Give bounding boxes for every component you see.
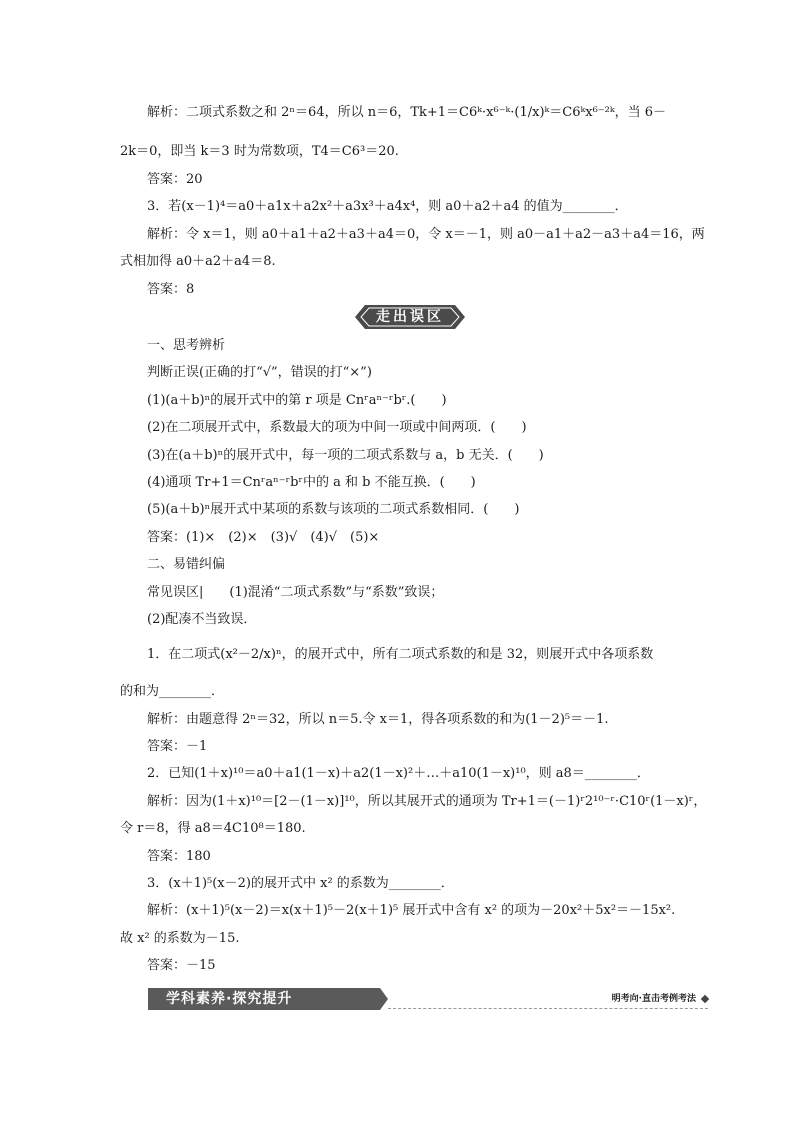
section-banner — [355, 305, 465, 329]
text-line: 3．(x＋1)⁵(x－2)的展开式中 x² 的系数为________． — [147, 876, 454, 891]
text-line: 答案：180 — [147, 849, 211, 864]
text-line: 解析：二项式系数之和 2ⁿ＝64，所以 n＝6，Tk+1＝C6ᵏ·x⁶⁻ᵏ·(1/x)ᵏ＝C6ᵏx⁶⁻²ᵏ，当 6－ — [147, 105, 667, 120]
text-line: 判断正误(正确的打“√”，错误的打“×”) — [147, 365, 372, 380]
text-line: 解析：由题意得 2ⁿ＝32，所以 n＝5.令 x＝1，得各项系数的和为(1－2)⁵＝－1. — [147, 712, 609, 727]
footer-right-label — [612, 991, 708, 1004]
text-line: (3)在(a＋b)ⁿ的展开式中，每一项的二项式系数与 a，b 无关．( ) — [147, 448, 544, 463]
footer-right-text: 明考向·直击考例考法 — [611, 994, 696, 1004]
text-line: 式相加得 a0＋a2＋a4＝8. — [120, 254, 276, 269]
footer-divider — [388, 1008, 708, 1009]
text-line: 答案：(1)× (2)× (3)√ (4)√ (5)× — [147, 530, 380, 545]
footer-left-title: 学科素养·探究提升 — [166, 991, 293, 1007]
footer-bar — [148, 988, 708, 1012]
text-line: 2．已知(1＋x)¹⁰＝a0＋a1(1－x)＋a2(1－x)²＋…＋a10(1－x)¹⁰，则 a8＝________． — [147, 766, 650, 781]
text-line: 故 x² 的系数为－15. — [120, 931, 240, 946]
banner-title: 走出误区 — [376, 309, 444, 325]
text-line: 解析：因为(1＋x)¹⁰＝[2－(1－x)]¹⁰，所以其展开式的通项为 Tr+1＝(－1)ʳ2¹⁰⁻ʳ·C10ʳ(1－x)ʳ， — [147, 794, 707, 809]
text-line: (1)(a＋b)ⁿ的展开式中的第 r 项是 Cnʳaⁿ⁻ʳbʳ.( ) — [147, 393, 447, 408]
text-line: 的和为________． — [120, 684, 225, 699]
text-line: (5)(a＋b)ⁿ展开式中某项的系数与该项的二项式系数相同．( ) — [147, 502, 520, 517]
text-line: 答案：－1 — [147, 739, 208, 754]
text-line: 解析：令 x＝1，则 a0＋a1＋a2＋a3＋a4＝0，令 x＝－1，则 a0－a1＋a2－a3＋a4＝16，两 — [147, 227, 705, 242]
text-line: 答案：－15 — [147, 958, 216, 973]
text-line: 令 r＝8，得 a8＝4C10⁸＝180. — [120, 821, 306, 836]
text-line: 一、思考辨析 — [147, 338, 226, 353]
diamond-icon — [701, 994, 709, 1002]
text-line: 答案：20 — [147, 172, 203, 187]
text-line: 2k＝0，即当 k＝3 时为常数项，T4＝C6³＝20. — [120, 144, 399, 159]
text-line: (4)通项 Tr+1＝Cnʳaⁿ⁻ʳbʳ中的 a 和 b 不能互换．( ) — [147, 475, 476, 490]
text-line: 二、易错纠偏 — [147, 557, 226, 572]
text-line: (2)在二项展开式中，系数最大的项为中间一项或中间两项．( ) — [147, 420, 527, 435]
text-line: 3．若(x－1)⁴＝a0＋a1x＋a2x²＋a3x³＋a4x⁴，则 a0＋a2＋a4 的值为________． — [147, 199, 628, 214]
text-line: (2)配凑不当致误． — [147, 612, 257, 627]
text-line: 1．在二项式(x²－2/x)ⁿ，的展开式中，所有二项式系数的和是 32，则展开式中各项系数 — [147, 647, 654, 662]
text-line: 答案：8 — [147, 282, 195, 297]
text-line: 解析：(x＋1)⁵(x－2)＝x(x＋1)⁵－2(x＋1)⁵ 展开式中含有 x² 的项为－20x²＋5x²＝－15x². — [147, 903, 676, 918]
text-line: 常见误区| (1)混淆“二项式系数”与“系数”致误； — [147, 585, 444, 600]
